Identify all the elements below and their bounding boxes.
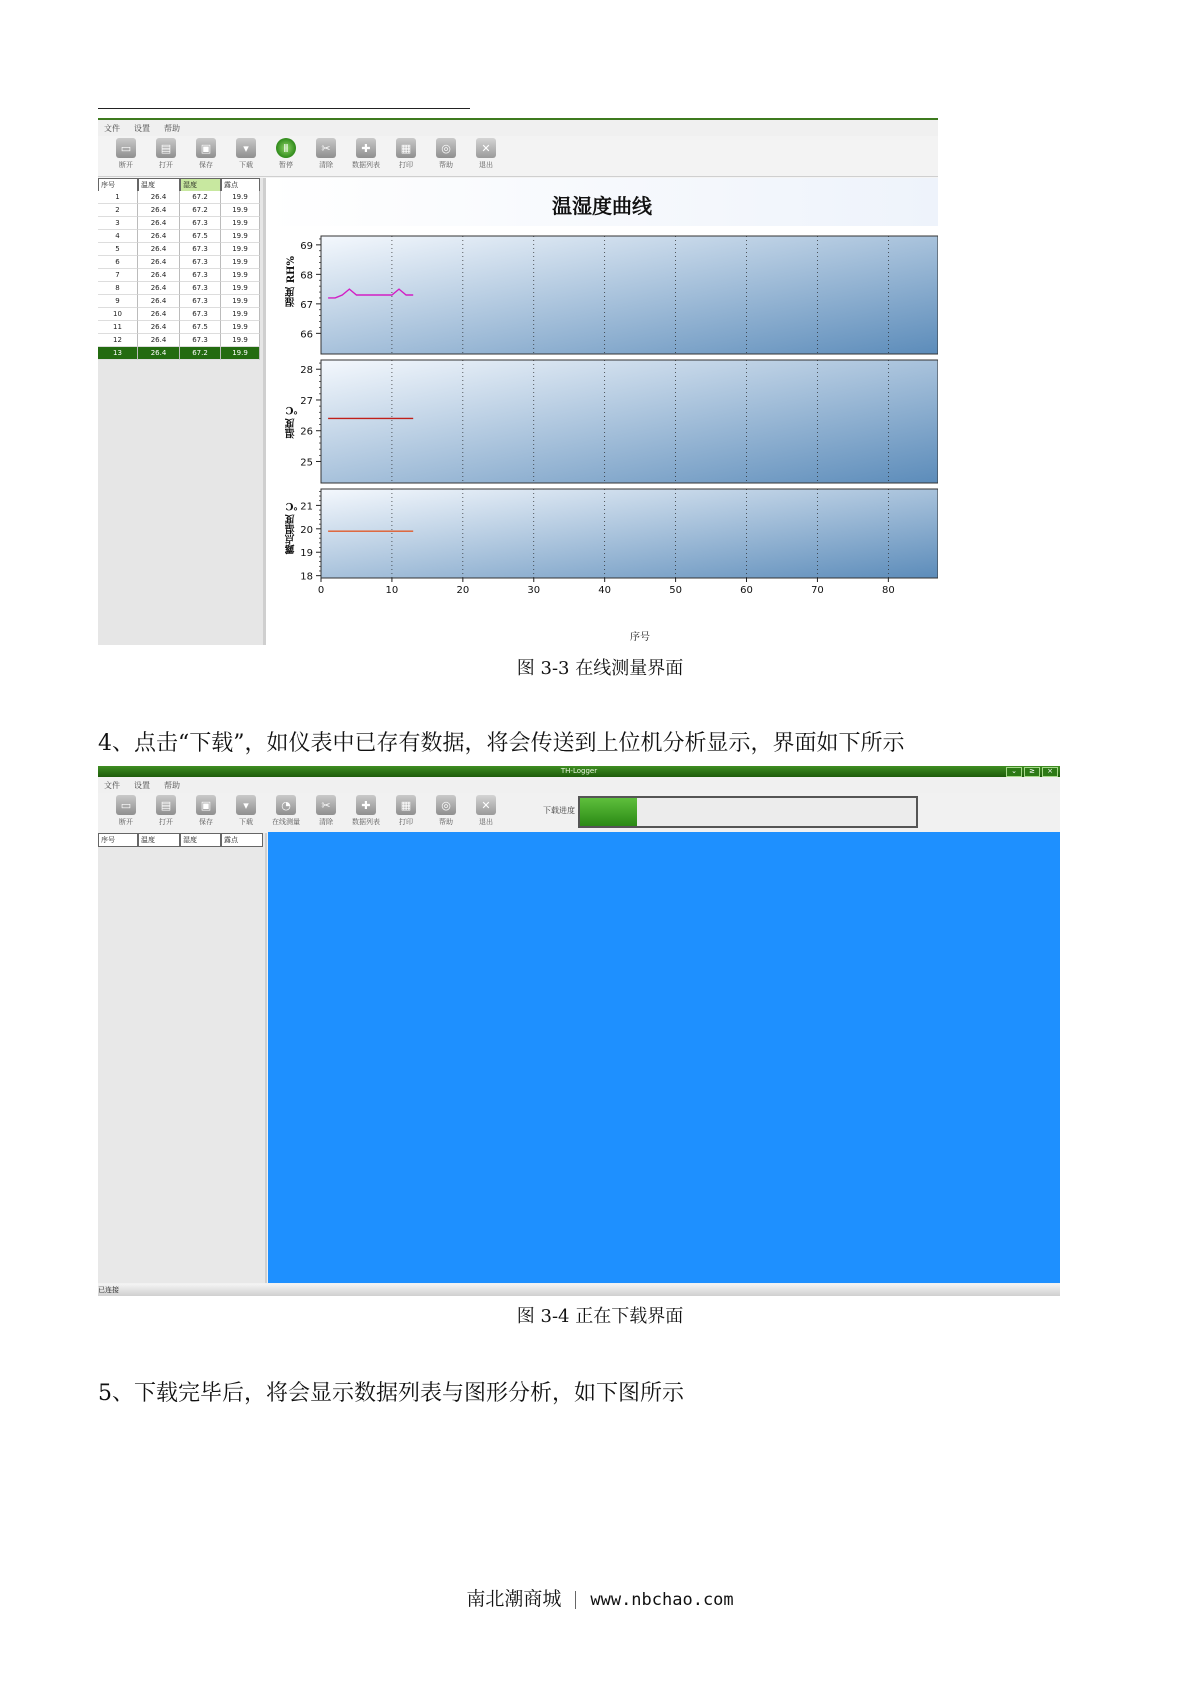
table-row[interactable] [98,204,263,217]
toolbar-button-label: 退出 [479,161,493,169]
scissors-icon: ✂ [316,795,336,815]
data-table [98,178,266,645]
toolbar-button-folder[interactable] [146,136,186,170]
col-humidity[interactable]: 湿度 [180,833,221,847]
footer-site: 南北潮商城 [466,1588,562,1610]
status-bar: 已连接 [98,1284,1060,1296]
col-temperature[interactable]: 温度 [138,178,180,192]
paragraph-step-5: 5、下载完毕后，将会显示数据列表与图形分析，如下图所示 [98,1381,684,1406]
table-cell: 26.4 [138,334,180,347]
toolbar-button-label: 清除 [319,161,333,169]
menubar [98,777,1060,793]
toolbar-button-label: 暂停 [279,161,293,169]
table-row[interactable] [98,282,263,295]
data-table [98,833,267,1283]
y-tick-label: 67 [300,299,313,311]
window-titlebar [98,766,1060,777]
window-title: TH-Logger [560,767,598,775]
y-axis-title-temperature: 温度 ℃ [286,404,297,439]
menu-file[interactable]: 文件 [104,123,120,133]
close-window-button[interactable]: × [1042,767,1058,777]
table-cell: 67.5 [180,230,221,243]
scissors-icon: ✂ [316,138,336,158]
toolbar-button-monitor[interactable] [106,136,146,170]
toolbar-button-download[interactable] [226,136,266,170]
y-tick-label: 28 [300,365,313,377]
plot-panel-1 [321,360,938,483]
printer-icon: ▦ [396,138,416,158]
col-index[interactable]: 序号 [98,178,138,192]
toolbar-button-puzzle[interactable] [346,793,386,827]
toolbar-button-monitor[interactable] [106,793,146,827]
table-cell: 26.4 [138,204,180,217]
table-row[interactable] [98,230,263,243]
menu-file[interactable]: 文件 [104,780,120,790]
pause-icon: Ⅱ [276,138,296,158]
menu-help[interactable]: 帮助 [164,780,180,790]
save-icon: ▣ [196,795,216,815]
y-axis-title-humidity: 湿度 RH% [286,256,297,307]
table-row[interactable] [98,269,263,282]
page-footer [0,1584,1200,1611]
toolbar-button-close[interactable] [466,793,506,827]
table-cell: 12 [98,334,138,347]
toolbar [98,136,938,177]
table-cell: 19.9 [221,269,260,282]
table-cell: 2 [98,204,138,217]
y-tick-label: 27 [300,395,313,407]
table-row[interactable] [98,243,263,256]
toolbar-button-folder[interactable] [146,793,186,827]
table-row[interactable] [98,295,263,308]
x-tick-label: 50 [669,585,682,596]
toolbar-button-scissors[interactable] [306,136,346,170]
table-cell: 67.3 [180,256,221,269]
table-cell: 26.4 [138,347,180,360]
table-cell: 4 [98,230,138,243]
table-cell: 10 [98,308,138,321]
table-cell: 26.4 [138,321,180,334]
table-header [98,833,265,846]
y-tick-label: 25 [300,457,313,469]
table-cell: 67.3 [180,243,221,256]
x-tick-label: 70 [811,585,824,596]
menu-settings[interactable]: 设置 [134,123,150,133]
download-icon: ▾ [236,795,256,815]
toolbar-button-label: 下载 [239,818,253,826]
col-temperature[interactable]: 温度 [138,833,180,847]
table-cell: 19.9 [221,243,260,256]
table-cell: 67.3 [180,295,221,308]
toolbar-button-label: 打印 [399,161,413,169]
y-tick-label: 26 [300,426,313,438]
toolbar-button-pause[interactable] [266,136,306,170]
y-tick-label: 18 [300,571,313,583]
puzzle-icon: ✚ [356,795,376,815]
table-cell: 67.2 [180,347,221,360]
toolbar-button-label: 打开 [159,161,173,169]
toolbar-button-label: 下载 [239,161,253,169]
monitor-icon: ▭ [116,138,136,158]
y-tick-label: 66 [300,329,313,341]
toolbar-button-label: 断开 [119,161,133,169]
chart-plot [266,178,938,645]
x-tick-label: 20 [456,585,470,596]
menu-help[interactable]: 帮助 [164,123,180,133]
x-tick-label: 60 [740,585,753,596]
table-cell: 3 [98,217,138,230]
table-cell: 13 [98,347,138,360]
y-tick-label: 69 [300,240,313,252]
table-cell: 67.3 [180,334,221,347]
toolbar-button-label: 保存 [199,818,213,826]
table-row[interactable] [98,308,263,321]
screenshot-downloading [98,766,1060,1296]
col-humidity[interactable]: 湿度 [180,178,221,192]
top-rule [98,108,470,109]
toolbar-button-lifebuoy[interactable] [426,136,466,170]
table-cell: 19.9 [221,321,260,334]
toolbar-button-download[interactable] [226,793,266,827]
table-cell: 26.4 [138,230,180,243]
toolbar-button-puzzle[interactable] [346,136,386,170]
y-tick-label: 21 [300,501,313,513]
chart-area-empty [268,832,1060,1283]
table-cell: 19.9 [221,334,260,347]
table-cell: 6 [98,256,138,269]
table-cell: 67.5 [180,321,221,334]
table-cell: 26.4 [138,282,180,295]
table-cell: 19.9 [221,204,260,217]
lifebuoy-icon: ◎ [436,138,456,158]
y-tick-label: 20 [300,524,313,536]
table-cell: 5 [98,243,138,256]
table-cell: 19.9 [221,347,260,360]
table-cell: 26.4 [138,191,180,204]
folder-icon: ▤ [156,138,176,158]
toolbar [98,793,1060,829]
plot-panel-2 [321,489,938,578]
toolbar-button-save[interactable] [186,136,226,170]
menu-settings[interactable]: 设置 [134,780,150,790]
caption-figure-3-4: 图 3-4 正在下载界面 [516,1306,684,1327]
table-cell: 67.3 [180,217,221,230]
toolbar-button-save[interactable] [186,793,226,827]
download-progress-label: 下载进度 [543,806,575,815]
table-cell: 26.4 [138,217,180,230]
table-cell: 26.4 [138,269,180,282]
toolbar-button-printer[interactable] [386,136,426,170]
table-cell: 26.4 [138,308,180,321]
toolbar-button-label: 在线测量 [272,818,300,826]
maximize-button[interactable]: ≥ [1024,767,1040,777]
table-cell: 19.9 [221,282,260,295]
table-cell: 26.4 [138,295,180,308]
table-header [98,178,263,191]
table-cell: 67.3 [180,282,221,295]
table-cell: 19.9 [221,191,260,204]
toolbar-button-label: 保存 [199,161,213,169]
table-cell: 7 [98,269,138,282]
y-tick-label: 19 [300,548,313,560]
table-cell: 1 [98,191,138,204]
chart-title: 温湿度曲线 [552,194,652,218]
puzzle-icon: ✚ [356,138,376,158]
table-cell: 9 [98,295,138,308]
minimize-button[interactable]: ⌄ [1006,767,1022,777]
close-icon: ✕ [476,138,496,158]
table-cell: 67.2 [180,191,221,204]
toolbar-button-label: 帮助 [439,161,453,169]
toolbar-button-label: 打印 [399,818,413,826]
table-cell: 26.4 [138,243,180,256]
caption-figure-3-3: 图 3-3 在线测量界面 [516,658,684,679]
table-cell: 19.9 [221,256,260,269]
table-cell: 19.9 [221,295,260,308]
toolbar-button-label: 数据列表 [352,161,380,169]
paragraph-step-4: 4、点击“下载”，如仪表中已存有数据，将会传送到上位机分析显示，界面如下所示 [98,731,905,756]
table-row[interactable] [98,321,263,334]
table-row[interactable] [98,256,263,269]
col-index[interactable]: 序号 [98,833,138,847]
col-dewpoint[interactable]: 露点 [221,178,260,192]
table-cell: 26.4 [138,256,180,269]
toolbar-button-label: 退出 [479,818,493,826]
lifebuoy-icon: ◎ [436,795,456,815]
table-cell: 8 [98,282,138,295]
close-icon: ✕ [476,795,496,815]
table-body [98,191,263,360]
toolbar-button-gauge[interactable] [266,793,306,827]
gauge-icon: ◔ [276,795,296,815]
x-tick-label: 30 [527,585,541,596]
y-tick-label: 68 [300,270,313,282]
toolbar-button-label: 帮助 [439,818,453,826]
table-row[interactable] [98,217,263,230]
chart-area [266,178,938,645]
table-cell: 67.3 [180,269,221,282]
table-cell: 67.3 [180,308,221,321]
table-cell: 19.9 [221,308,260,321]
download-progress-bar [578,796,918,828]
toolbar-button-label: 打开 [159,818,173,826]
toolbar-button-label: 断开 [119,818,133,826]
toolbar-button-printer[interactable] [386,793,426,827]
toolbar-button-label: 数据列表 [352,818,380,826]
footer-url[interactable]: www.nbchao.com [590,1590,734,1610]
x-tick-label: 10 [385,585,399,596]
toolbar-button-label: 清除 [319,818,333,826]
table-row[interactable] [98,347,263,360]
x-tick-label: 80 [881,585,895,596]
toolbar-button-lifebuoy[interactable] [426,793,466,827]
folder-icon: ▤ [156,795,176,815]
x-axis-title: 序号 [630,632,650,643]
y-axis-title-dewpoint: 露点温度 ℃ [286,500,297,555]
download-icon: ▾ [236,138,256,158]
download-progress-fill [580,798,637,826]
table-row[interactable] [98,334,263,347]
footer-divider [575,1591,576,1609]
table-cell: 67.2 [180,204,221,217]
window-controls [1006,767,1058,777]
table-cell: 11 [98,321,138,334]
x-tick-label: 40 [598,585,612,596]
toolbar-button-scissors[interactable] [306,793,346,827]
table-cell: 19.9 [221,230,260,243]
save-icon: ▣ [196,138,216,158]
table-row[interactable] [98,191,263,204]
menubar [98,120,938,136]
printer-icon: ▦ [396,795,416,815]
plot-panel-0 [321,236,938,354]
toolbar-button-close[interactable] [466,136,506,170]
monitor-icon: ▭ [116,795,136,815]
screenshot-online-measurement [98,118,938,645]
x-tick-label: 0 [317,585,325,596]
col-dewpoint[interactable]: 露点 [221,833,263,847]
table-cell: 19.9 [221,217,260,230]
